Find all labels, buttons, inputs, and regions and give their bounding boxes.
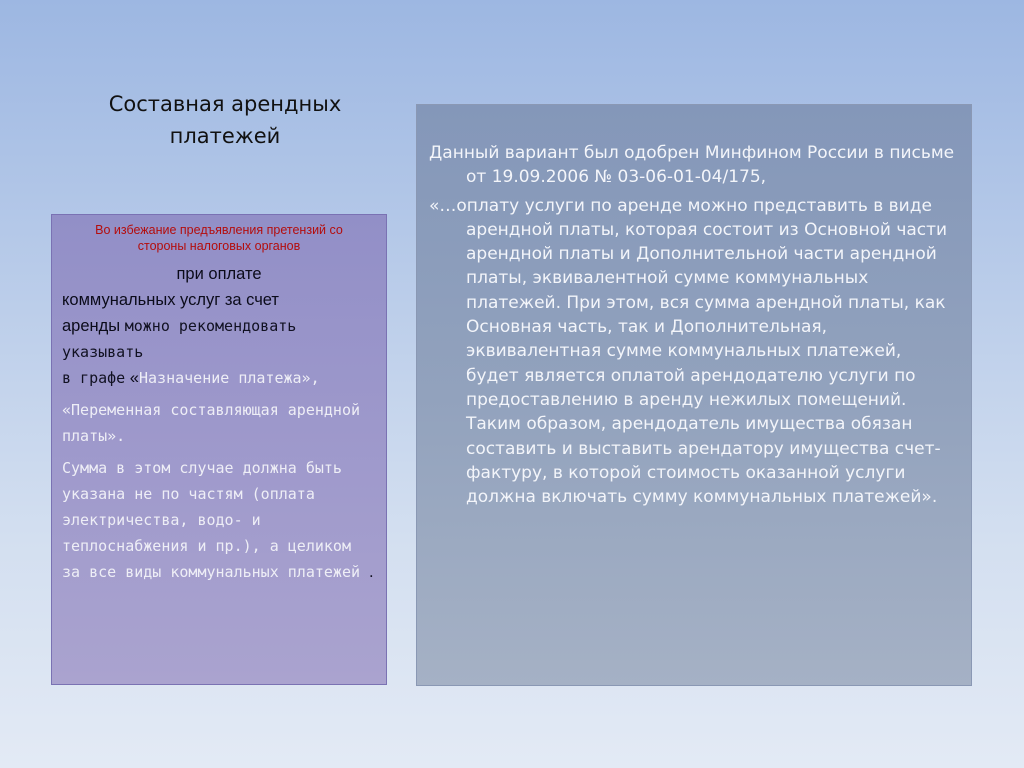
- recommendation-mono-b: в графе: [62, 369, 126, 387]
- slide-title-line2: платежей: [169, 124, 281, 148]
- rent-quote-text: «…оплату услуги по аренде можно представить в виде арендной платы, которая состоит из Основной части арендной платы и Дополнительной части арендной платы, эквивалентной сумме коммунальных платежей. При этом, вся сумма арендной платы, как Основная часть, так и Дополнительная, эквивалентная сумме коммунальных платежей, будет является оплатой арендодателю услуги по предоставлению в аренду нежилых помещений. Таким образом, арендодатель имущества обязан составить и выставить арендатору имущества счет-фактуру, в которой стоимость оказанной услуги должна включать сумму коммунальных платежей».: [429, 195, 948, 508]
- payment-purpose-text: Назначение платежа»,: [138, 369, 320, 387]
- total-amount-text: Сумма в этом случае должна быть указана не по частям (оплата электричества, водо- и теплоснабжения и пр.), а целиком за все виды коммунальных платежей: [62, 459, 370, 581]
- variable-rent-text: «Переменная составляющая арендной платы».: [62, 401, 361, 445]
- total-amount-end: .: [369, 563, 374, 581]
- minfin-approval-text: Данный вариант был одобрен Минфином России в письме от 19.09.2006 № 03-06-01-04/175,: [429, 143, 955, 188]
- recommendation-sans-a: аренды: [62, 317, 125, 335]
- recommendation-line2: коммунальных услуг за счет: [62, 291, 279, 309]
- warning-line2: стороны налоговых органов: [137, 239, 301, 253]
- recommendation-sans-b: «: [125, 369, 139, 387]
- recommendation-text: [62, 261, 376, 585]
- warning-note: [62, 222, 376, 254]
- slide-title-line1: Составная арендных: [108, 92, 342, 116]
- right-text-panel: [416, 104, 972, 686]
- recommendation-mono-a: можно рекомендовать указывать: [62, 317, 297, 361]
- left-text-panel: [51, 214, 387, 685]
- warning-line1: Во избежание предъявления претензий со: [95, 223, 343, 237]
- slide-title: [60, 88, 390, 152]
- recommendation-line1: при оплате: [176, 265, 262, 283]
